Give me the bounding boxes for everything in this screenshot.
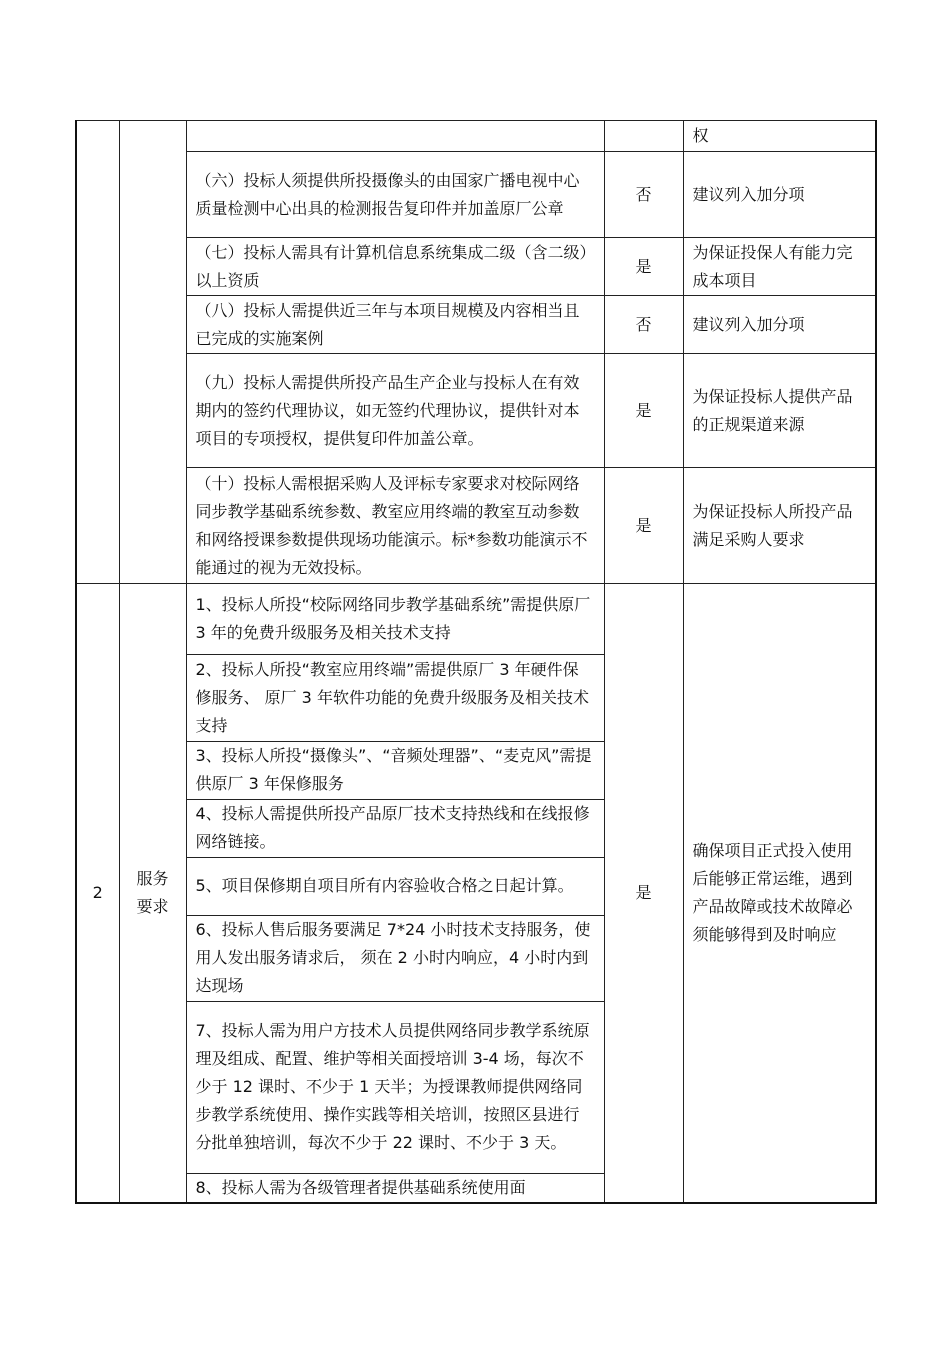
mandatory-cell bbox=[604, 121, 683, 152]
service-item-cell: 5、项目保修期自项目所有内容验收合格之日起计算。 bbox=[186, 857, 604, 915]
mandatory-cell: 是 bbox=[604, 468, 683, 584]
table-row bbox=[76, 354, 876, 468]
requirement-cell: （九）投标人需提供所投产品生产企业与投标人在有效期内的签约代理协议，如无签约代理协议，提供针对本项目的专项授权，提供复印件加盖公章。 bbox=[186, 354, 604, 468]
remark-cell: 为保证投标人提供产品的正规渠道来源 bbox=[683, 354, 876, 468]
requirement-cell: （七）投标人需具有计算机信息系统集成二级（含二级）以上资质 bbox=[186, 238, 604, 296]
section-category-label: 服务要求 bbox=[136, 869, 169, 917]
table-row bbox=[76, 468, 876, 584]
remark-cell: 确保项目正式投入使用后能够正常运维，遇到产品故障或技术故障必须能够得到及时响应 bbox=[683, 584, 876, 1203]
mandatory-cell: 是 bbox=[604, 584, 683, 1203]
remark-cell: 建议列入加分项 bbox=[683, 296, 876, 354]
table-row bbox=[76, 121, 876, 152]
remark-cell: 为保证投保人有能力完成本项目 bbox=[683, 238, 876, 296]
requirement-cell bbox=[186, 121, 604, 152]
mandatory-cell: 是 bbox=[604, 354, 683, 468]
requirement-cell: （十）投标人需根据采购人及评标专家要求对校际网络同步教学基础系统参数、教室应用终端的教室互动参数和网络授课参数提供现场功能演示。标*参数功能演示不能通过的视为无效投标。 bbox=[186, 468, 604, 584]
table-row bbox=[76, 152, 876, 238]
service-item-cell: 6、投标人售后服务要满足 7*24 小时技术支持服务，使用人发出服务请求后， 须在 2 小时内响应，4 小时内到达现场 bbox=[186, 915, 604, 1001]
service-item-cell: 8、投标人需为各级管理者提供基础系统使用面 bbox=[186, 1173, 604, 1203]
section-number-cell: 2 bbox=[76, 584, 119, 1203]
mandatory-cell: 否 bbox=[604, 152, 683, 238]
section-number-cell bbox=[76, 121, 119, 584]
mandatory-cell: 是 bbox=[604, 238, 683, 296]
remark-cell: 权 bbox=[683, 121, 876, 152]
remark-cell: 为保证投标人所投产品满足采购人要求 bbox=[683, 468, 876, 584]
table-row bbox=[76, 584, 876, 655]
service-item-cell: 2、投标人所投“教室应用终端”需提供原厂 3 年硬件保修服务、 原厂 3 年软件功能的免费升级服务及相关技术支持 bbox=[186, 655, 604, 741]
remark-cell: 建议列入加分项 bbox=[683, 152, 876, 238]
service-item-cell: 1、投标人所投“校际网络同步教学基础系统”需提供原厂 3 年的免费升级服务及相关技术支持 bbox=[186, 584, 604, 655]
requirement-cell: （六）投标人须提供所投摄像头的由国家广播电视中心质量检测中心出具的检测报告复印件并加盖原厂公章 bbox=[186, 152, 604, 238]
section-category-cell bbox=[119, 584, 186, 1203]
table-row bbox=[76, 296, 876, 354]
requirement-cell: （八）投标人需提供近三年与本项目规模及内容相当且已完成的实施案例 bbox=[186, 296, 604, 354]
section-category-cell bbox=[119, 121, 186, 584]
requirements-table bbox=[75, 120, 877, 1204]
table-row bbox=[76, 238, 876, 296]
service-item-cell: 3、投标人所投“摄像头”、“音频处理器”、“麦克风”需提供原厂 3 年保修服务 bbox=[186, 741, 604, 799]
service-item-cell: 4、投标人需提供所投产品原厂技术支持热线和在线报修网络链接。 bbox=[186, 799, 604, 857]
mandatory-cell: 否 bbox=[604, 296, 683, 354]
service-item-cell: 7、投标人需为用户方技术人员提供网络同步教学系统原理及组成、配置、维护等相关面授培训 3-4 场，每次不少于 12 课时、不少于 1 天半；为授课教师提供网络同步教学系统使用、操作实践等相关培训，按照区县进行分批单独培训，每次不少于 22 课时、不少于 3 天。 bbox=[186, 1001, 604, 1173]
